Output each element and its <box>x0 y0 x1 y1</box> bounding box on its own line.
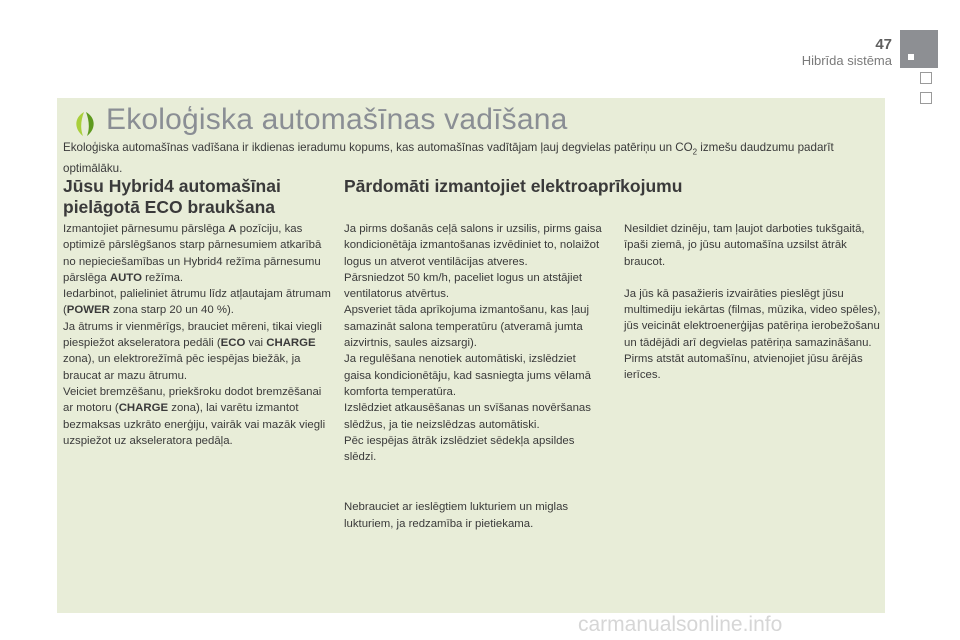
leaf-icon <box>70 110 100 138</box>
left-heading: Jūsu Hybrid4 automašīnai pielāgotā ECO braukšana <box>63 176 281 217</box>
middle-paragraph-5: Izslēdziet atkausēšanas un svīšanas novēršanas slēdžus, ja tie neizslēdzas automātiski. <box>344 402 591 431</box>
tab-box-2 <box>920 92 932 104</box>
watermark: carmanualsonline.info <box>578 613 783 636</box>
middle-paragraph-6: Pēc iespējas ātrāk izslēdziet sēdekļa apsildes slēdzi. <box>344 434 575 464</box>
middle-paragraph-4: Ja regulēšana nenotiek automātiski, izslēdziet gaisa kondicionētāju, kad sasniegta jums vēlamā komforta temperatūra. <box>344 353 591 398</box>
right-paragraph-2: Ja jūs kā pasažieris izvairāties pieslēgt jūsu multimediju iekārtas (filmas, mūzika, video spēles), jūs veicināt elektroenerģijas patēriņa ierobežošanu un tādējādi arī degvielas patēriņa samazināšanu. <box>624 287 881 349</box>
section-title: Hibrīda sistēma <box>801 53 892 68</box>
tab-box-1 <box>920 72 932 84</box>
middle-paragraph-2: Pārsniedzot 50 km/h, paceliet logus un atstājiet ventilatorus atvērtus. <box>344 271 583 301</box>
right-paragraph-3: Pirms atstāt automašīnu, atvienojiet jūsu ārējās ierīces. <box>624 353 863 382</box>
left-column <box>63 221 331 449</box>
left-paragraph-2: Iedarbinot, palieliniet ātrumu līdz atļautajam ātrumam (POWER zona starp 20 un 40 %). <box>63 288 331 317</box>
middle-paragraph-3: Apsveriet tāda aprīkojuma izmantošanu, kas ļauj samazināt salona temperatūru (atveramā jumta aizvirtnis, saules aizsargi). <box>344 304 590 350</box>
page-title: Ekoloģiska automašīnas vadīšana <box>106 103 568 136</box>
section-tab <box>900 30 938 68</box>
right-heading: Pārdomāti izmantojiet elektroaprīkojumu <box>344 176 683 196</box>
middle-column <box>344 221 606 532</box>
right-paragraph-1: Nesildiet dzinēju, tam ļaujot darboties tukšgaitā, īpaši ziemā, jo jūsu automašīna uzsilst ātrāk braucot. <box>624 223 865 268</box>
left-paragraph-1: Izmantojiet pārnesumu pārslēga A pozīciju, kas optimizē pārslēgšanos starp pārnesumiem atkarībā no nepieciešamības un Hybrid4 režīma pārnesumu pārslēga AUTO režīma. <box>63 223 322 284</box>
left-paragraph-4: Veiciet bremzēšanu, priekšroku dodot bremzēšanai ar motoru (CHARGE zona), lai varētu izmantot bezmaksas uzkrāto enerģiju, vairāk vai mazāk viegli uzspiežot uz akseleratora pedāļa. <box>63 385 326 447</box>
intro-paragraph: Ekoloģiska automašīnas vadīšana ir ikdienas ieradumu kopums, kas automašīnas vadītājam ļauj degvielas patēriņu un $CO_2$ izmešu daudzumu padarīt optimālāku. <box>63 141 834 176</box>
middle-paragraph-7: Nebrauciet ar ieslēgtiem lukturiem un miglas lukturiem, ja redzamība ir pietiekama. <box>344 501 569 530</box>
page-number: 47 <box>875 36 892 53</box>
left-paragraph-3: Ja ātrums ir vienmērīgs, brauciet mēreni, tikai viegli piespiežot akseleratora pedāli (ECO vai CHARGE zona), un elektrorežīmā pēc iespējas biežāk, ja braucat ar mazu ātrumu. <box>63 320 322 382</box>
right-column <box>624 221 882 384</box>
middle-paragraph-1: Ja pirms došanās ceļā salons ir uzsilis, pirms gaisa kondicionētāja izmantošanas izvēdiniet to, nolaižot logus un atverot ventilācijas atveres. <box>344 223 602 268</box>
